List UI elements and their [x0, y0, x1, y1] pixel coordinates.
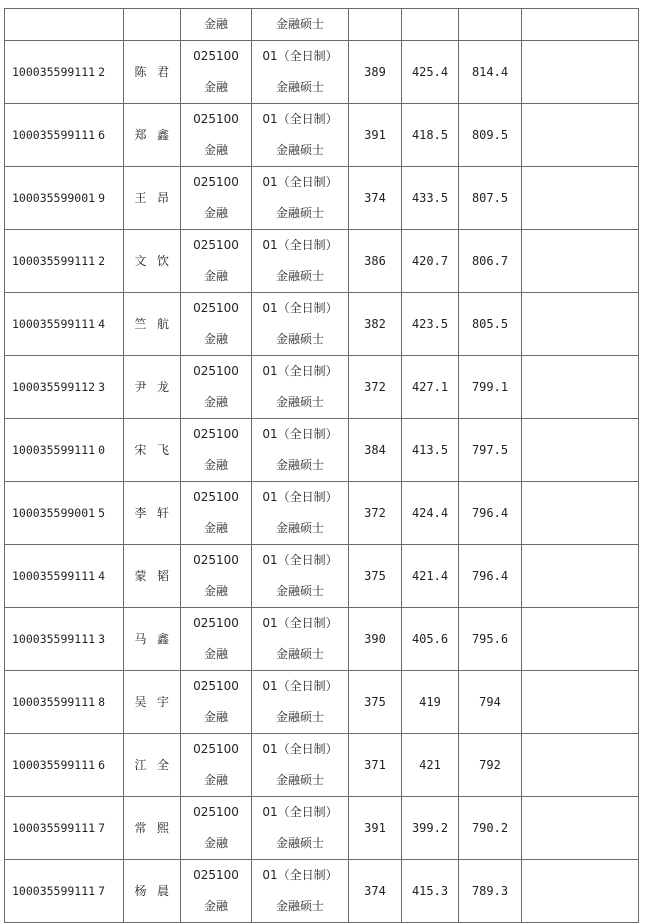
table-row [5, 608, 639, 671]
candidate-name-cell [124, 860, 181, 923]
study-mode: 01（全日制） [262, 175, 338, 189]
retest-score-cell: 423.5 [402, 293, 459, 356]
retest-score-cell: 405.6 [402, 608, 459, 671]
note-cell [522, 734, 639, 797]
major-name: 金融 [203, 836, 228, 850]
initial-score-cell: 375 [349, 545, 402, 608]
name-first-char: 杨 [134, 883, 147, 898]
candidate-id-suffix: 3 [98, 379, 106, 394]
major-code: 025100 [193, 742, 239, 756]
degree-type: 金融硕士 [275, 521, 324, 535]
candidate-id-suffix: 7 [98, 883, 106, 898]
candidate-id: 100035599111 [12, 883, 96, 898]
major-name: 金融 [203, 143, 228, 157]
initial-score-cell: 375 [349, 671, 402, 734]
note-cell [522, 482, 639, 545]
candidate-id-suffix: 9 [98, 190, 106, 205]
study-mode: 01（全日制） [262, 364, 338, 378]
candidate-id-suffix: 0 [98, 442, 106, 457]
name-first-char: 吴 [134, 694, 147, 709]
retest-score-cell: 420.7 [402, 230, 459, 293]
major-cell [181, 671, 252, 734]
header-name-cell [124, 9, 181, 41]
note-cell [522, 860, 639, 923]
study-mode: 01（全日制） [262, 868, 338, 882]
name-last-char: 鑫 [157, 127, 170, 142]
name-last-char: 晨 [157, 883, 170, 898]
candidate-id: 100035599111 [12, 442, 96, 457]
study-mode-cell [252, 167, 349, 230]
retest-score-cell: 413.5 [402, 419, 459, 482]
study-mode: 01（全日制） [262, 553, 338, 567]
total-score-cell: 789.3 [459, 860, 522, 923]
major-name: 金融 [203, 584, 228, 598]
name-first-char: 陈 [134, 64, 147, 79]
note-cell [522, 41, 639, 104]
study-mode-cell [252, 419, 349, 482]
table-row [5, 860, 639, 923]
candidate-id-cell [5, 860, 124, 923]
header-degree-cell: 金融硕士 [252, 9, 349, 41]
degree-type: 金融硕士 [275, 899, 324, 913]
retest-score-cell: 425.4 [402, 41, 459, 104]
retest-score-cell: 399.2 [402, 797, 459, 860]
candidate-id: 100035599111 [12, 694, 96, 709]
table-row [5, 671, 639, 734]
name-first-char: 文 [134, 253, 147, 268]
major-name: 金融 [203, 647, 228, 661]
candidate-id: 100035599111 [12, 253, 96, 268]
degree-type: 金融硕士 [275, 584, 324, 598]
name-last-char: 君 [157, 64, 170, 79]
major-code: 025100 [193, 427, 239, 441]
major-cell [181, 545, 252, 608]
major-code: 025100 [193, 301, 239, 315]
degree-type: 金融硕士 [275, 206, 324, 220]
name-last-char: 熙 [157, 820, 170, 835]
candidate-name-cell [124, 230, 181, 293]
major-cell [181, 797, 252, 860]
note-cell [522, 230, 639, 293]
candidate-id: 100035599111 [12, 127, 96, 142]
total-score-cell: 797.5 [459, 419, 522, 482]
degree-type: 金融硕士 [275, 269, 324, 283]
total-score-cell: 792 [459, 734, 522, 797]
name-last-char: 宇 [157, 694, 170, 709]
candidate-name-cell [124, 734, 181, 797]
candidate-id: 100035599001 [12, 190, 96, 205]
candidate-id-suffix: 3 [98, 631, 106, 646]
candidate-id-cell [5, 797, 124, 860]
name-first-char: 常 [134, 820, 147, 835]
candidate-id-suffix: 5 [98, 505, 106, 520]
major-name: 金融 [203, 395, 228, 409]
study-mode: 01（全日制） [262, 112, 338, 126]
candidate-name-cell [124, 104, 181, 167]
candidate-id-cell [5, 293, 124, 356]
note-cell [522, 167, 639, 230]
table-row [5, 734, 639, 797]
retest-score-cell: 424.4 [402, 482, 459, 545]
study-mode: 01（全日制） [262, 238, 338, 252]
candidate-id-suffix: 8 [98, 694, 106, 709]
candidate-id-cell [5, 671, 124, 734]
name-last-char: 饮 [157, 253, 170, 268]
study-mode: 01（全日制） [262, 679, 338, 693]
candidate-id-suffix: 7 [98, 820, 106, 835]
table-header-row [5, 9, 639, 41]
major-code: 025100 [193, 49, 239, 63]
name-first-char: 蒙 [134, 568, 147, 583]
name-first-char: 马 [134, 631, 147, 646]
note-cell [522, 419, 639, 482]
degree-type: 金融硕士 [275, 710, 324, 724]
name-last-char: 轩 [157, 505, 170, 520]
candidate-id-cell [5, 41, 124, 104]
candidate-name-cell [124, 41, 181, 104]
candidate-name-cell [124, 797, 181, 860]
retest-score-cell: 415.3 [402, 860, 459, 923]
name-first-char: 王 [134, 190, 147, 205]
table-row [5, 356, 639, 419]
header-note-cell [522, 9, 639, 41]
total-score-cell: 796.4 [459, 482, 522, 545]
name-last-char: 鑫 [157, 631, 170, 646]
major-name: 金融 [203, 458, 228, 472]
initial-score-cell: 390 [349, 608, 402, 671]
total-score-cell: 809.5 [459, 104, 522, 167]
study-mode-cell [252, 41, 349, 104]
major-cell [181, 860, 252, 923]
name-first-char: 郑 [134, 127, 147, 142]
initial-score-cell: 371 [349, 734, 402, 797]
candidate-id: 100035599111 [12, 316, 96, 331]
major-cell [181, 482, 252, 545]
table-row [5, 230, 639, 293]
study-mode-cell [252, 608, 349, 671]
note-cell [522, 608, 639, 671]
major-cell [181, 230, 252, 293]
degree-type: 金融硕士 [275, 80, 324, 94]
major-code: 025100 [193, 490, 239, 504]
retest-score-cell: 433.5 [402, 167, 459, 230]
total-score-cell: 799.1 [459, 356, 522, 419]
candidate-name-cell [124, 356, 181, 419]
name-last-char: 昂 [157, 190, 170, 205]
major-code: 025100 [193, 616, 239, 630]
candidate-id-cell [5, 419, 124, 482]
candidate-id-cell [5, 608, 124, 671]
candidate-id-cell [5, 230, 124, 293]
initial-score-cell: 391 [349, 797, 402, 860]
initial-score-cell: 382 [349, 293, 402, 356]
major-cell [181, 608, 252, 671]
study-mode-cell [252, 797, 349, 860]
major-code: 025100 [193, 238, 239, 252]
name-first-char: 竺 [134, 316, 147, 331]
major-cell [181, 356, 252, 419]
study-mode: 01（全日制） [262, 805, 338, 819]
major-code: 025100 [193, 679, 239, 693]
initial-score-cell: 391 [349, 104, 402, 167]
candidate-id: 100035599112 [12, 379, 96, 394]
candidate-id: 100035599111 [12, 568, 96, 583]
table-row [5, 104, 639, 167]
candidate-id: 100035599111 [12, 64, 96, 79]
candidate-id-cell [5, 734, 124, 797]
note-cell [522, 293, 639, 356]
retest-score-cell: 421 [402, 734, 459, 797]
candidate-id-suffix: 2 [98, 64, 106, 79]
study-mode-cell [252, 482, 349, 545]
candidate-id: 100035599111 [12, 631, 96, 646]
name-last-char: 航 [157, 316, 170, 331]
header-total-cell [459, 9, 522, 41]
note-cell [522, 797, 639, 860]
candidate-id-suffix: 2 [98, 253, 106, 268]
header-id-cell [5, 9, 124, 41]
candidate-name-cell [124, 545, 181, 608]
initial-score-cell: 384 [349, 419, 402, 482]
candidate-id-suffix: 6 [98, 757, 106, 772]
study-mode-cell [252, 230, 349, 293]
major-cell [181, 104, 252, 167]
total-score-cell: 807.5 [459, 167, 522, 230]
name-last-char: 全 [157, 757, 170, 772]
candidate-id-cell [5, 167, 124, 230]
table-row [5, 419, 639, 482]
total-score-cell: 794 [459, 671, 522, 734]
candidate-name-cell [124, 671, 181, 734]
total-score-cell: 790.2 [459, 797, 522, 860]
degree-type: 金融硕士 [275, 773, 324, 787]
study-mode-cell [252, 671, 349, 734]
candidate-name-cell [124, 608, 181, 671]
total-score-cell: 805.5 [459, 293, 522, 356]
major-name: 金融 [203, 899, 228, 913]
major-name: 金融 [203, 773, 228, 787]
study-mode: 01（全日制） [262, 490, 338, 504]
degree-type: 金融硕士 [275, 458, 324, 472]
major-name: 金融 [203, 80, 228, 94]
initial-score-cell: 389 [349, 41, 402, 104]
initial-score-cell: 372 [349, 482, 402, 545]
study-mode-cell [252, 734, 349, 797]
retest-score-cell: 427.1 [402, 356, 459, 419]
candidate-name-cell [124, 419, 181, 482]
total-score-cell: 795.6 [459, 608, 522, 671]
candidate-name-cell [124, 293, 181, 356]
candidate-name-cell [124, 167, 181, 230]
major-code: 025100 [193, 553, 239, 567]
name-last-char: 韬 [157, 568, 170, 583]
major-name: 金融 [203, 332, 228, 346]
table-row [5, 167, 639, 230]
study-mode: 01（全日制） [262, 427, 338, 441]
study-mode-cell [252, 293, 349, 356]
table-row [5, 41, 639, 104]
table-row [5, 545, 639, 608]
major-name: 金融 [203, 521, 228, 535]
initial-score-cell: 374 [349, 860, 402, 923]
initial-score-cell: 374 [349, 167, 402, 230]
candidate-id-cell [5, 482, 124, 545]
major-name: 金融 [203, 269, 228, 283]
degree-type: 金融硕士 [275, 647, 324, 661]
study-mode: 01（全日制） [262, 742, 338, 756]
study-mode-cell [252, 860, 349, 923]
study-mode: 01（全日制） [262, 301, 338, 315]
total-score-cell: 806.7 [459, 230, 522, 293]
candidate-id-cell [5, 104, 124, 167]
total-score-cell: 796.4 [459, 545, 522, 608]
table-row [5, 293, 639, 356]
major-cell [181, 734, 252, 797]
admission-score-table [4, 8, 639, 923]
header-major-cell: 金融 [181, 9, 252, 41]
degree-type: 金融硕士 [275, 143, 324, 157]
note-cell [522, 356, 639, 419]
major-name: 金融 [203, 206, 228, 220]
candidate-id: 100035599001 [12, 505, 96, 520]
candidate-id-cell [5, 356, 124, 419]
name-first-char: 江 [134, 757, 147, 772]
major-name: 金融 [203, 710, 228, 724]
note-cell [522, 671, 639, 734]
table-row [5, 482, 639, 545]
candidate-id-suffix: 4 [98, 568, 106, 583]
major-code: 025100 [193, 364, 239, 378]
study-mode: 01（全日制） [262, 616, 338, 630]
candidate-name-cell [124, 482, 181, 545]
major-cell [181, 419, 252, 482]
name-last-char: 龙 [157, 379, 170, 394]
retest-score-cell: 421.4 [402, 545, 459, 608]
total-score-cell: 814.4 [459, 41, 522, 104]
retest-score-cell: 419 [402, 671, 459, 734]
note-cell [522, 104, 639, 167]
retest-score-cell: 418.5 [402, 104, 459, 167]
candidate-id-cell [5, 545, 124, 608]
table-row [5, 797, 639, 860]
study-mode-cell [252, 545, 349, 608]
major-code: 025100 [193, 805, 239, 819]
name-last-char: 飞 [157, 442, 170, 457]
candidate-id-suffix: 4 [98, 316, 106, 331]
name-first-char: 李 [134, 505, 147, 520]
initial-score-cell: 372 [349, 356, 402, 419]
candidate-id: 100035599111 [12, 757, 96, 772]
name-first-char: 宋 [134, 442, 147, 457]
candidate-id-suffix: 6 [98, 127, 106, 142]
header-score2-cell [402, 9, 459, 41]
degree-type: 金融硕士 [275, 395, 324, 409]
name-first-char: 尹 [134, 379, 147, 394]
candidate-id: 100035599111 [12, 820, 96, 835]
study-mode-cell [252, 104, 349, 167]
initial-score-cell: 386 [349, 230, 402, 293]
major-cell [181, 41, 252, 104]
major-code: 025100 [193, 175, 239, 189]
header-score1-cell [349, 9, 402, 41]
major-cell [181, 293, 252, 356]
degree-type: 金融硕士 [275, 836, 324, 850]
degree-type: 金融硕士 [275, 332, 324, 346]
major-code: 025100 [193, 868, 239, 882]
major-code: 025100 [193, 112, 239, 126]
study-mode: 01（全日制） [262, 49, 338, 63]
study-mode-cell [252, 356, 349, 419]
note-cell [522, 545, 639, 608]
major-cell [181, 167, 252, 230]
